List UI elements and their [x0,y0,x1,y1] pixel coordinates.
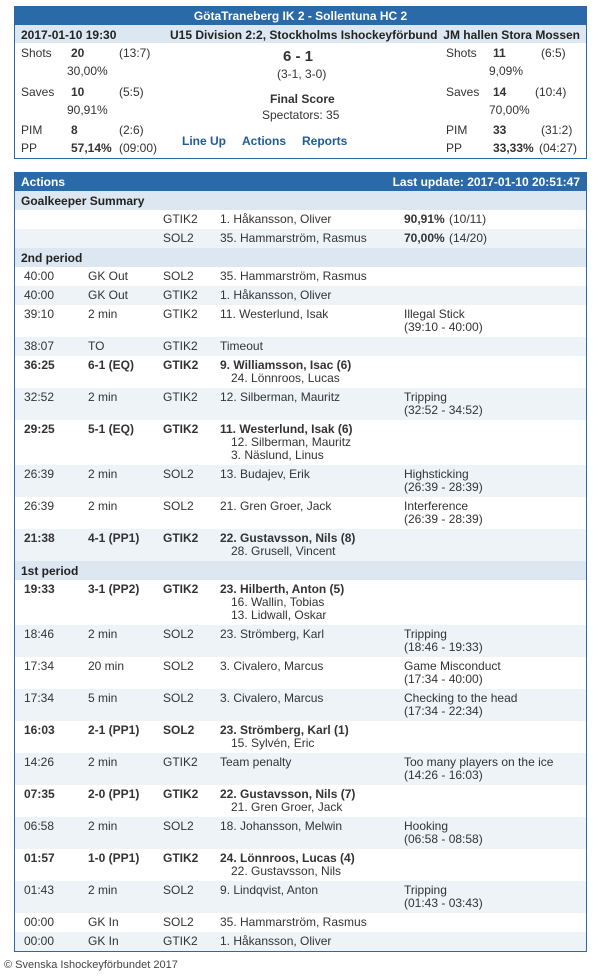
away-saves: 14 [493,85,507,99]
event-type: 2 min [88,307,118,321]
game-stats [15,43,586,158]
home-shots-label: Shots [21,46,52,60]
event-player: 3. Civalero, Marcus [220,659,324,673]
event-type: GK Out [88,269,129,283]
penalty-interval: (17:34 - 40:00) [404,672,483,686]
event-type: 5 min [88,691,118,705]
goalkeeper-player: 35. Hammarström, Rasmus [220,231,367,245]
goalkeeper-team: GTIK2 [163,212,198,226]
event-time: 19:33 [24,582,55,596]
event-assist: 21. Gren Groer, Jack [231,800,343,814]
penalty-interval: (26:39 - 28:39) [404,480,483,494]
event-player: 11. Westerlund, Isak [220,307,329,321]
home-saves-label: Saves [21,85,55,99]
penalty-reason: Tripping [404,883,447,897]
event-player: 35. Hammarström, Rasmus [220,269,367,283]
event-time: 17:34 [24,659,55,673]
game-venue: JM hallen Stora Mossen [443,28,580,42]
period-2-header: 2nd period [15,248,586,267]
goalkeeper-row [15,210,586,229]
penalty-interval: (14:26 - 16:03) [404,768,483,782]
event-row [15,932,586,951]
event-team: SOL2 [163,819,194,833]
actions-title: Actions [21,175,66,189]
penalty-reason: Game Misconduct [404,659,501,673]
home-shots-detail: (13:7) [119,46,151,60]
home-pp-label: PP [21,141,38,155]
event-row [15,286,586,305]
event-team: GTIK2 [163,422,199,436]
event-team: GTIK2 [163,851,199,865]
home-pim-detail: (2:6) [119,123,144,137]
event-assist: 28. Grusell, Vincent [231,544,336,558]
reports-link[interactable]: Reports [302,134,348,148]
penalty-reason: Hooking [404,819,449,833]
event-type: 2-0 (PP1) [88,787,140,801]
away-shots-detail: (6:5) [541,46,566,60]
event-team: SOL2 [163,659,194,673]
event-team: GTIK2 [163,339,198,353]
home-saves: 10 [71,85,85,99]
event-type: 2 min [88,627,118,641]
goalkeeper-save-pct: 90,91% [404,212,445,226]
event-row [15,753,586,785]
event-team: GTIK2 [163,390,198,404]
event-assist: 22. Gustavsson, Nils [231,864,342,878]
goal-event-row [15,849,586,881]
event-type: GK In [88,915,119,929]
event-team: SOL2 [163,915,194,929]
event-row [15,689,586,721]
event-type: 2 min [88,819,118,833]
penalty-reason: Tripping [404,627,447,641]
event-time: 40:00 [24,269,55,283]
event-team: SOL2 [163,883,194,897]
event-type: 4-1 (PP1) [88,531,140,545]
penalty-interval: (32:52 - 34:52) [404,403,483,417]
penalty-reason: Too many players on the ice [404,755,554,769]
last-update: Last update: 2017-01-10 20:51:47 [392,175,580,189]
event-row [15,465,586,497]
penalty-interval: (26:39 - 28:39) [404,512,483,526]
event-player: 23. Strömberg, Karl [220,627,325,641]
event-time: 21:38 [24,531,55,545]
event-team: SOL2 [163,691,194,705]
event-team: SOL2 [163,499,194,513]
penalty-interval: (17:34 - 22:34) [404,704,483,718]
event-team: GTIK2 [163,288,198,302]
game-score: 6 - 1 [283,48,314,65]
event-type: 2-1 (PP1) [88,723,140,737]
goal-event-row [15,721,586,753]
goalkeeper-row [15,229,586,248]
event-row [15,305,586,337]
event-type: 2 min [88,467,118,481]
event-type: 1-0 (PP1) [88,851,140,865]
away-pp: 33,33% [493,141,534,155]
event-player: 12. Silberman, Mauritz [220,390,341,404]
event-row [15,817,586,849]
event-player: 9. Lindqvist, Anton [220,883,319,897]
event-time: 36:25 [24,358,55,372]
footer-copyright: © Svenska Ishockeyförbundet 2017 [4,959,178,971]
goalkeeper-save-detail: (10/11) [449,212,487,226]
event-type: TO [88,339,105,353]
event-team: GTIK2 [163,307,198,321]
event-time: 32:52 [24,390,55,404]
away-pim: 33 [493,123,507,137]
penalty-interval: (01:43 - 03:43) [404,896,483,910]
event-type: 20 min [88,659,125,673]
event-player: 35. Hammarström, Rasmus [220,915,367,929]
event-type: 2 min [88,755,118,769]
event-time: 40:00 [24,288,55,302]
event-time: 00:00 [24,934,55,948]
event-time: 38:07 [24,339,55,353]
event-type: 5-1 (EQ) [88,422,135,436]
event-player: Timeout [220,339,263,353]
event-time: 06:58 [24,819,55,833]
event-player: 18. Johansson, Melwin [220,819,343,833]
event-row [15,497,586,529]
game-status: Final Score [270,92,335,106]
lineup-link[interactable]: Line Up [182,134,226,148]
event-time: 14:26 [24,755,55,769]
home-pp-detail: (09:00) [119,141,158,155]
goalkeeper-summary-header: Goalkeeper Summary [15,191,586,210]
goal-event-row [15,420,586,465]
away-shots: 11 [493,46,506,60]
event-type: GK Out [88,288,129,302]
event-team: SOL2 [163,627,194,641]
event-team: SOL2 [163,467,194,481]
event-assist: 24. Lönnroos, Lucas [231,371,340,385]
goalkeeper-player: 1. Håkansson, Oliver [220,212,332,226]
event-player: 23. Strömberg, Karl (1) [220,723,349,737]
home-pp: 57,14% [71,141,112,155]
penalty-reason: Interference [404,499,469,513]
event-time: 29:25 [24,422,55,436]
event-row [15,337,586,356]
goal-event-row [15,785,586,817]
event-team: GTIK2 [163,358,199,372]
penalty-reason: Highsticking [404,467,469,481]
event-type: GK In [88,934,119,948]
event-type: 3-1 (PP2) [88,582,140,596]
event-player: 24. Lönnroos, Lucas (4) [220,851,355,865]
home-shots-pct: 30,00% [67,64,108,78]
goal-event-row [15,529,586,561]
event-row [15,388,586,420]
event-player: 22. Gustavsson, Nils (7) [220,787,356,801]
event-assist: 13. Lidwall, Oskar [231,608,327,622]
goalkeeper-save-pct: 70,00% [404,231,445,245]
game-title: GötaTraneberg IK 2 - Sollentuna HC 2 [15,7,586,25]
event-type: 2 min [88,883,118,897]
event-time: 07:35 [24,787,55,801]
event-time: 26:39 [24,499,55,513]
goal-event-row [15,356,586,388]
home-pim-label: PIM [21,123,43,137]
penalty-interval: (39:10 - 40:00) [404,320,483,334]
event-team: SOL2 [163,269,194,283]
event-assist: 16. Wallin, Tobias [231,595,325,609]
event-type: 2 min [88,499,118,513]
away-shots-pct: 9,09% [489,64,524,78]
event-player: 21. Gren Groer, Jack [220,499,332,513]
home-shots: 20 [71,46,85,60]
event-assist: 15. Sylvén, Eric [231,736,315,750]
home-saves-pct: 90,91% [67,103,108,117]
penalty-interval: (06:58 - 08:58) [404,832,483,846]
event-row [15,625,586,657]
game-date: 2017-01-10 19:30 [21,28,117,42]
penalty-reason: Tripping [404,390,447,404]
event-team: SOL2 [163,723,195,737]
event-row [15,267,586,286]
penalty-interval: (18:46 - 19:33) [404,640,483,654]
event-time: 17:34 [24,691,55,705]
actions-link[interactable]: Actions [242,134,287,148]
event-player: 11. Westerlund, Isak (6) [220,422,353,436]
goalkeeper-team: SOL2 [163,231,194,245]
goal-event-row [15,580,586,625]
event-time: 18:46 [24,627,55,641]
event-player: 1. Håkansson, Oliver [220,288,332,302]
event-type: 6-1 (EQ) [88,358,135,372]
actions-panel [14,172,587,952]
event-player: 1. Håkansson, Oliver [220,934,332,948]
event-time: 16:03 [24,723,55,737]
event-row [15,913,586,932]
event-row [15,881,586,913]
event-player: 13. Budajev, Erik [220,467,310,481]
away-saves-detail: (10:4) [535,85,567,99]
away-saves-label: Saves [446,85,480,99]
event-assist: 12. Silberman, Mauritz [231,435,352,449]
away-pp-detail: (04:27) [539,141,578,155]
game-info-bar [15,25,586,43]
away-pim-label: PIM [446,123,468,137]
game-period-scores: (3-1, 3-0) [277,67,327,81]
event-type: 2 min [88,390,118,404]
away-shots-label: Shots [446,46,477,60]
home-pim: 8 [71,123,78,137]
away-pim-detail: (31:2) [541,123,573,137]
game-league: U15 Division 2:2, Stockholms Ishockeyförbund [170,28,438,42]
event-time: 39:10 [24,307,55,321]
away-pp-label: PP [446,141,463,155]
period-1-header: 1st period [15,561,586,580]
event-row [15,657,586,689]
game-summary-panel [14,6,587,159]
event-time: 01:43 [24,883,55,897]
event-team: GTIK2 [163,531,199,545]
away-saves-pct: 70,00% [489,103,530,117]
actions-header [15,173,586,191]
event-player: 3. Civalero, Marcus [220,691,324,705]
event-team: GTIK2 [163,582,199,596]
event-assist: 3. Näslund, Linus [231,448,324,462]
penalty-reason: Checking to the head [404,691,518,705]
event-team: GTIK2 [163,934,198,948]
event-team: GTIK2 [163,787,199,801]
event-time: 26:39 [24,467,55,481]
event-time: 01:57 [24,851,55,865]
event-team: GTIK2 [163,755,198,769]
event-player: Team penalty [220,755,292,769]
home-saves-detail: (5:5) [119,85,144,99]
event-player: 23. Hilberth, Anton (5) [220,582,345,596]
event-player: 9. Williamsson, Isac (6) [220,358,352,372]
event-time: 00:00 [24,915,55,929]
penalty-reason: Illegal Stick [404,307,465,321]
game-spectators: Spectators: 35 [262,108,340,122]
goalkeeper-save-detail: (14/20) [449,231,488,245]
event-player: 22. Gustavsson, Nils (8) [220,531,356,545]
